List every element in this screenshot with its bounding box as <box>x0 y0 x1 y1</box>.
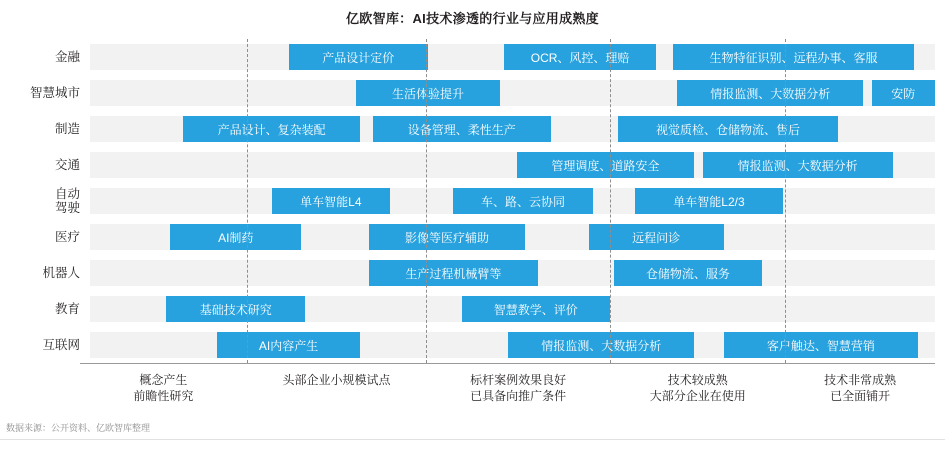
row-label: 自动 驾驶 <box>54 186 80 215</box>
maturity-bar[interactable]: 单车智能L4 <box>272 188 390 214</box>
row-track <box>90 224 935 250</box>
chart-row <box>0 291 945 327</box>
maturity-bar[interactable]: 生物特征识别、远程办事、客服 <box>673 44 914 70</box>
stage-label-line2: 大部分企业在使用 <box>649 389 746 404</box>
maturity-bar[interactable]: 管理调度、道路安全 <box>517 152 694 178</box>
maturity-bar[interactable]: AI内容产生 <box>217 332 361 358</box>
chart-row <box>0 219 945 255</box>
maturity-bar[interactable]: 单车智能L2/3 <box>635 188 783 214</box>
row-label: 智慧城市 <box>29 85 80 100</box>
maturity-bar[interactable]: 基础技术研究 <box>166 296 305 322</box>
maturity-bar[interactable]: 情报监测、大数据分析 <box>703 152 893 178</box>
maturity-bar[interactable]: 仓储物流、服务 <box>614 260 762 286</box>
maturity-bar[interactable]: 安防 <box>872 80 935 106</box>
maturity-bar[interactable]: 产品设计定价 <box>289 44 428 70</box>
stage-label-line2: 已具备向推广条件 <box>470 389 567 404</box>
stage-label <box>613 372 783 404</box>
chart-row <box>0 327 945 363</box>
stage-label <box>252 372 422 388</box>
row-label: 互联网 <box>42 337 80 352</box>
stage-label-line2: 已全面铺开 <box>830 389 891 404</box>
row-track <box>90 80 935 106</box>
chart-row <box>0 255 945 291</box>
maturity-bar[interactable]: AI制药 <box>170 224 301 250</box>
maturity-bar[interactable]: 生活体验提升 <box>356 80 500 106</box>
maturity-bar[interactable]: 生产过程机械臂等 <box>369 260 538 286</box>
stage-label <box>78 372 248 404</box>
row-track <box>90 188 935 214</box>
chart-row <box>0 147 945 183</box>
chart-row <box>0 111 945 147</box>
maturity-bar[interactable]: OCR、风控、理赔 <box>504 44 656 70</box>
row-track <box>90 116 935 142</box>
stage-label-line1: 标杆案例效果良好 <box>470 373 567 387</box>
maturity-bar[interactable]: 情报监测、大数据分析 <box>508 332 694 358</box>
x-axis-line <box>80 363 935 364</box>
chart-row <box>0 39 945 75</box>
chart-row <box>0 183 945 219</box>
row-track <box>90 296 935 322</box>
row-track <box>90 332 935 358</box>
row-track <box>90 152 935 178</box>
row-track <box>90 44 935 70</box>
row-label: 交通 <box>54 157 80 172</box>
row-label: 医疗 <box>54 229 80 244</box>
maturity-bar[interactable]: 设备管理、柔性生产 <box>373 116 550 142</box>
stage-label-line1: 概念产生 <box>139 373 188 387</box>
source-note: 数据来源：公开资料、亿欧智库整理 <box>6 423 151 433</box>
page-title: 亿欧智库：AI技术渗透的行业与应用成熟度 <box>345 11 599 26</box>
row-label: 教育 <box>54 301 80 316</box>
maturity-bar[interactable]: 视觉质检、仓储物流、售后 <box>618 116 838 142</box>
maturity-bar[interactable]: 远程问诊 <box>589 224 724 250</box>
row-label: 制造 <box>54 121 80 136</box>
chart-row <box>0 75 945 111</box>
footer-divider <box>0 439 945 440</box>
stage-label-line1: 技术非常成熟 <box>824 373 897 387</box>
maturity-bar[interactable]: 客户触达、智慧营销 <box>724 332 918 358</box>
stage-label-line2: 前瞻性研究 <box>133 389 194 404</box>
maturity-bar[interactable]: 产品设计、复杂装配 <box>183 116 360 142</box>
maturity-bar[interactable]: 智慧教学、评价 <box>462 296 610 322</box>
row-label: 金融 <box>54 49 80 64</box>
stage-label-line1: 头部企业小规模试点 <box>282 373 391 387</box>
row-track <box>90 260 935 286</box>
stage-label <box>775 372 945 404</box>
maturity-bar[interactable]: 情报监测、大数据分析 <box>677 80 863 106</box>
maturity-bar[interactable]: 影像等医疗辅助 <box>369 224 525 250</box>
chart-plot-area <box>0 39 945 379</box>
stage-label-line1: 技术较成熟 <box>667 373 728 387</box>
maturity-bar[interactable]: 车、路、云协同 <box>453 188 592 214</box>
row-label: 机器人 <box>42 265 80 280</box>
chart-rows <box>0 39 945 363</box>
stage-label <box>433 372 603 404</box>
